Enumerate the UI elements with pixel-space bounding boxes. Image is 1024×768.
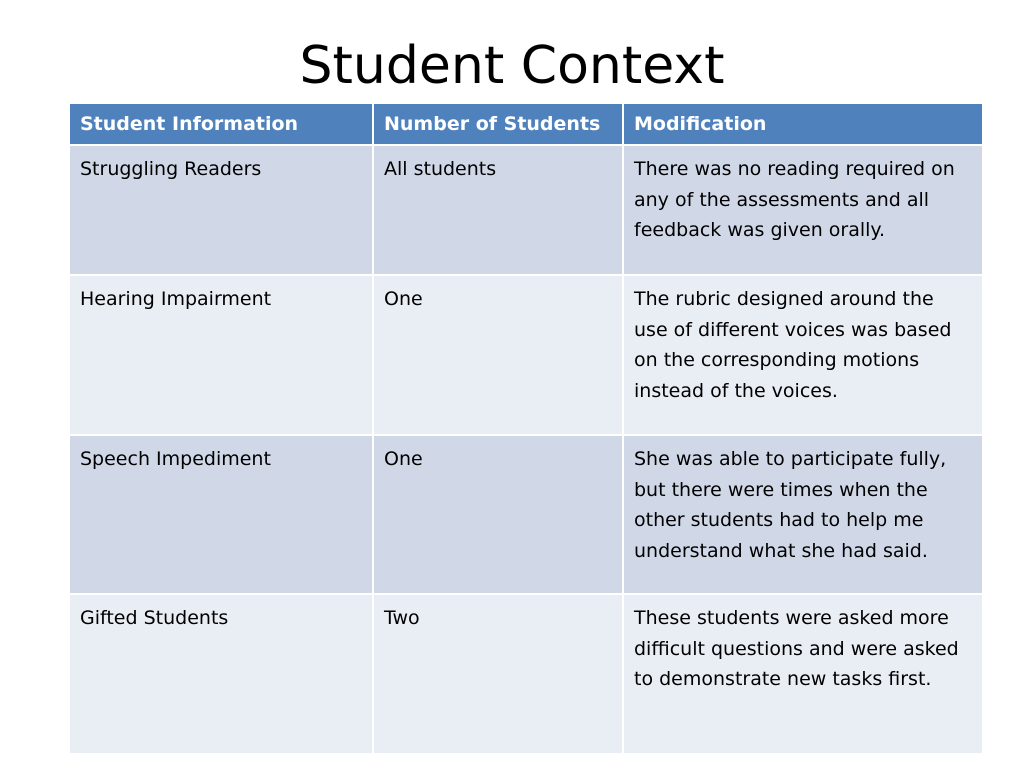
cell-student-information: Gifted Students [69, 594, 373, 754]
cell-student-information: Struggling Readers [69, 145, 373, 275]
cell-modification: She was able to participate fully, but there were times when the other students had to help me understand what she had said. [623, 435, 983, 594]
cell-student-information: Hearing Impairment [69, 275, 373, 435]
table-header-row [69, 103, 983, 145]
header-modification: Modification [623, 103, 983, 145]
cell-modification: The rubric designed around the use of different voices was based on the corresponding motions instead of the voices. [623, 275, 983, 435]
cell-number-of-students: All students [373, 145, 623, 275]
cell-student-information: Speech Impediment [69, 435, 373, 594]
cell-modification: There was no reading required on any of the assessments and all feedback was given orally. [623, 145, 983, 275]
table-row [69, 435, 983, 594]
table-row [69, 275, 983, 435]
table-row [69, 594, 983, 754]
table-row [69, 145, 983, 275]
student-context-table-container [68, 102, 982, 755]
header-number-of-students: Number of Students [373, 103, 623, 145]
header-student-information: Student Information [69, 103, 373, 145]
cell-number-of-students: Two [373, 594, 623, 754]
student-context-table [68, 102, 984, 755]
cell-number-of-students: One [373, 435, 623, 594]
page-title: Student Context [299, 36, 725, 96]
cell-number-of-students: One [373, 275, 623, 435]
cell-modification: These students were asked more difficult questions and were asked to demonstrate new tasks first. [623, 594, 983, 754]
